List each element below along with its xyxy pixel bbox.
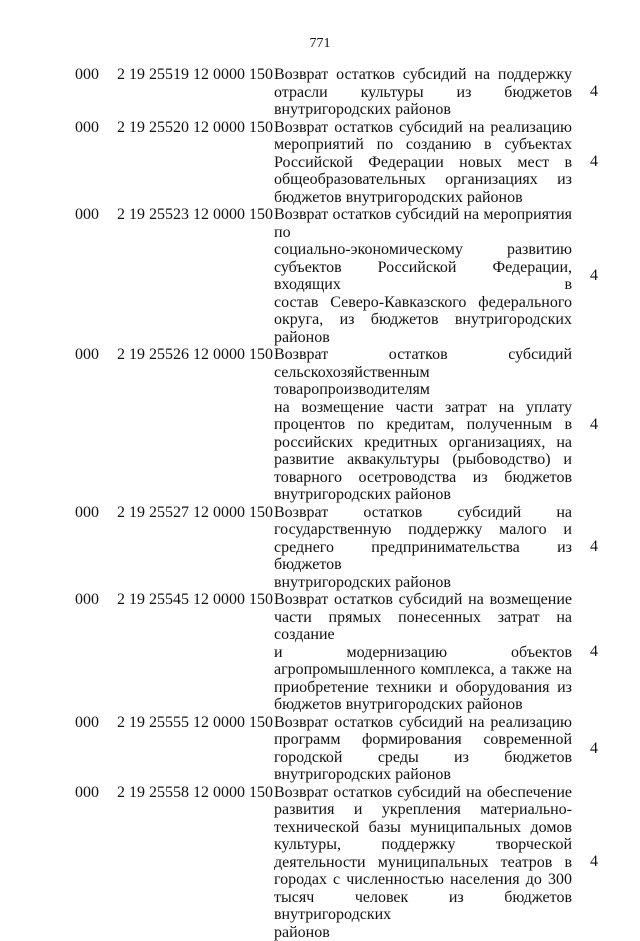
admin-code: 000 <box>75 714 99 732</box>
description-line: тысяч человек из бюджетов внутригородских <box>274 889 572 924</box>
description-line: бюджетов внутригородских районов <box>274 189 572 207</box>
budget-classification-code: 2 19 25558 12 0000 150 <box>117 784 273 802</box>
description-line: мероприятий по созданию в субъектах <box>274 136 572 154</box>
description-line: Возврат остатков субсидий на поддержку <box>274 66 572 84</box>
description-line: развитие аквакультуры (рыбоводство) и <box>274 451 572 469</box>
description-line: развития и укрепления материально- <box>274 801 572 819</box>
standard-value: 4 <box>590 83 598 101</box>
standard-value: 4 <box>590 153 598 171</box>
admin-code: 000 <box>75 346 99 364</box>
description-line: программ формирования современной <box>274 731 572 749</box>
description-line: Возврат остатков субсидий на реализацию <box>274 119 572 137</box>
revenue-description <box>274 346 572 504</box>
description-line: районов <box>274 924 572 941</box>
description-line: Возврат остатков субсидий на возмещение <box>274 591 572 609</box>
description-line: технической базы муниципальных домов <box>274 819 572 837</box>
description-line: субъектов Российской Федерации, входящих в <box>274 259 572 294</box>
description-line: Возврат остатков субсидий на реализацию <box>274 714 572 732</box>
table-row <box>0 119 640 207</box>
description-line: приобретение техники и оборудования из <box>274 679 572 697</box>
description-line: внутригородских районов <box>274 574 572 592</box>
revenue-description <box>274 119 572 207</box>
revenue-description <box>274 66 572 119</box>
standard-value: 4 <box>590 643 598 661</box>
admin-code: 000 <box>75 784 99 802</box>
description-line: агропромышленного комплекса, а также на <box>274 661 572 679</box>
description-line: культуры, поддержку творческой <box>274 836 572 854</box>
budget-classification-code: 2 19 25555 12 0000 150 <box>117 714 273 732</box>
table-row <box>0 206 640 346</box>
standard-value: 4 <box>590 853 598 871</box>
description-line: российских кредитных организациях, на <box>274 434 572 452</box>
revenue-description <box>274 504 572 592</box>
description-line: сельскохозяйственным товаропроизводителям <box>274 364 572 399</box>
table-row <box>0 784 640 941</box>
table-row <box>0 714 640 784</box>
description-line: и модернизацию объектов <box>274 644 572 662</box>
budget-classification-code: 2 19 25520 12 0000 150 <box>117 119 273 137</box>
table-row <box>0 66 640 119</box>
description-line: товарного осетроводства из бюджетов <box>274 469 572 487</box>
description-line: Возврат остатков субсидий на мероприятия по <box>274 206 572 241</box>
standard-value: 4 <box>590 267 598 285</box>
budget-code-table <box>0 66 640 941</box>
description-line: социально-экономическому развитию <box>274 241 572 259</box>
description-line: части прямых понесенных затрат на создание <box>274 609 572 644</box>
admin-code: 000 <box>75 206 99 224</box>
table-row <box>0 346 640 504</box>
description-line: отрасли культуры из бюджетов <box>274 84 572 102</box>
description-line: деятельности муниципальных театров в <box>274 854 572 872</box>
standard-value: 4 <box>590 538 598 556</box>
description-line: Возврат остатков субсидий на <box>274 504 572 522</box>
description-line: Возврат остатков субсидий <box>274 346 572 364</box>
revenue-description <box>274 784 572 941</box>
description-line: состав Северо-Кавказского федерального <box>274 294 572 312</box>
admin-code: 000 <box>75 66 99 84</box>
revenue-description <box>274 591 572 714</box>
page-number: 771 <box>0 36 640 52</box>
description-line: внутригородских районов <box>274 101 572 119</box>
revenue-description <box>274 206 572 346</box>
admin-code: 000 <box>75 591 99 609</box>
description-line: Возврат остатков субсидий на обеспечение <box>274 784 572 802</box>
description-line: на возмещение части затрат на уплату <box>274 399 572 417</box>
description-line: Российской Федерации новых мест в <box>274 154 572 172</box>
budget-classification-code: 2 19 25523 12 0000 150 <box>117 206 273 224</box>
description-line: внутригородских районов <box>274 486 572 504</box>
description-line: бюджетов внутригородских районов <box>274 696 572 714</box>
budget-classification-code: 2 19 25527 12 0000 150 <box>117 504 273 522</box>
description-line: государственную поддержку малого и <box>274 521 572 539</box>
description-line: среднего предпринимательства из бюджетов <box>274 539 572 574</box>
description-line: внутригородских районов <box>274 766 572 784</box>
standard-value: 4 <box>590 740 598 758</box>
description-line: округа, из бюджетов внутригородских районов <box>274 311 572 346</box>
budget-classification-code: 2 19 25545 12 0000 150 <box>117 591 273 609</box>
table-row <box>0 504 640 592</box>
description-line: городах с численностью населения до 300 <box>274 871 572 889</box>
description-line: городской среды из бюджетов <box>274 749 572 767</box>
table-row <box>0 591 640 714</box>
description-line: процентов по кредитам, полученным в <box>274 416 572 434</box>
budget-classification-code: 2 19 25519 12 0000 150 <box>117 66 273 84</box>
description-line: общеобразовательных организациях из <box>274 171 572 189</box>
budget-classification-code: 2 19 25526 12 0000 150 <box>117 346 273 364</box>
admin-code: 000 <box>75 504 99 522</box>
standard-value: 4 <box>590 416 598 434</box>
revenue-description <box>274 714 572 784</box>
admin-code: 000 <box>75 119 99 137</box>
